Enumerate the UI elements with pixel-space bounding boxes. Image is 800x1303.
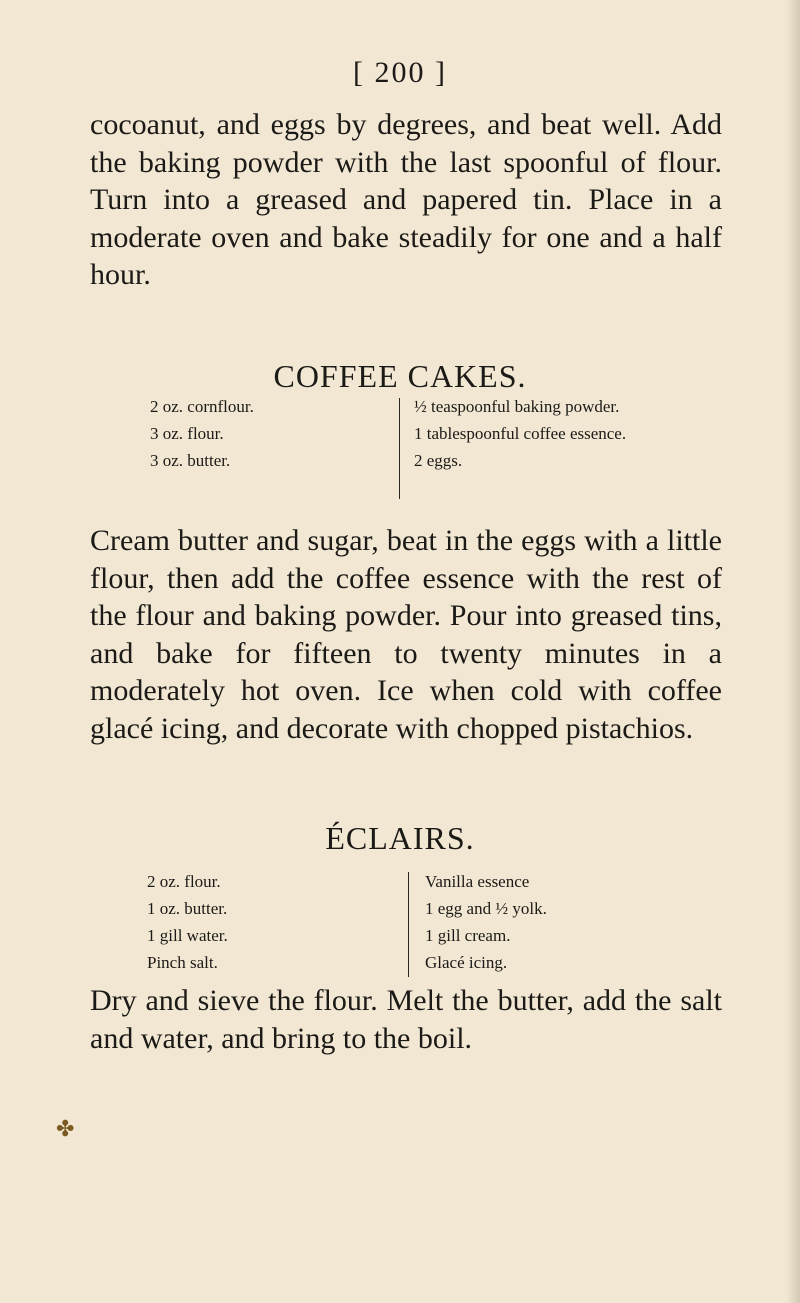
- coffee-cakes-title: COFFEE CAKES.: [273, 358, 527, 394]
- page-number: [ 200 ]: [353, 56, 447, 89]
- intro-paragraph: cocoanut, and eggs by degrees, and beat well. Add the baking powder with the last spoonful of flour. Turn into a greased and papered tin. Place in a moderate oven and bake steadily for one and a half hour.: [90, 108, 722, 291]
- ingredient-item: 1 egg and ½ yolk.: [425, 899, 547, 918]
- ingredient-item: 3 oz. flour.: [150, 424, 224, 443]
- ingredient-item: Glacé icing.: [425, 953, 508, 972]
- ingredient-item: 2 oz. cornflour.: [150, 397, 254, 416]
- ingredient-item: Pinch salt.: [147, 953, 218, 972]
- coffee-cakes-ingredients-right: [414, 393, 714, 474]
- eclairs-ingredients-left: [147, 868, 387, 976]
- eclairs-title: ÉCLAIRS.: [325, 820, 475, 856]
- eclairs-ingredients-right: [425, 868, 725, 976]
- coffee-cakes-ingredients-left: [150, 393, 390, 474]
- ingredient-item: 1 tablespoonful coffee essence.: [414, 424, 627, 443]
- ingredient-item: 1 gill water.: [147, 926, 228, 945]
- eclairs-method: Dry and sieve the flour. Melt the butter, add the salt and water, and bring to the boil.: [90, 984, 722, 1055]
- ingredient-item: 1 gill cream.: [425, 926, 511, 945]
- ingredient-item: ½ teaspoonful baking powder.: [414, 397, 620, 416]
- ink-smudge-mark: ✤: [56, 1116, 75, 1141]
- ingredient-item: 1 oz. butter.: [147, 899, 228, 918]
- ingredient-item: 3 oz. butter.: [150, 451, 231, 470]
- ingredients-divider: [408, 872, 409, 977]
- coffee-cakes-method: Cream butter and sugar, beat in the eggs with a little flour, then add the coffee essence with the rest of the flour and baking powder. Pour into greased tins, and bake for fifteen to twenty minutes in a moderately hot oven. Ice when cold with coffee glacé icing, and decorate with chopped pistachios.: [90, 524, 722, 745]
- ingredient-item: Vanilla essence: [425, 872, 530, 891]
- ingredient-item: 2 eggs.: [414, 451, 463, 470]
- ingredient-item: 2 oz. flour.: [147, 872, 221, 891]
- ingredients-divider: [399, 398, 400, 499]
- page-edge-shadow: [786, 0, 800, 1303]
